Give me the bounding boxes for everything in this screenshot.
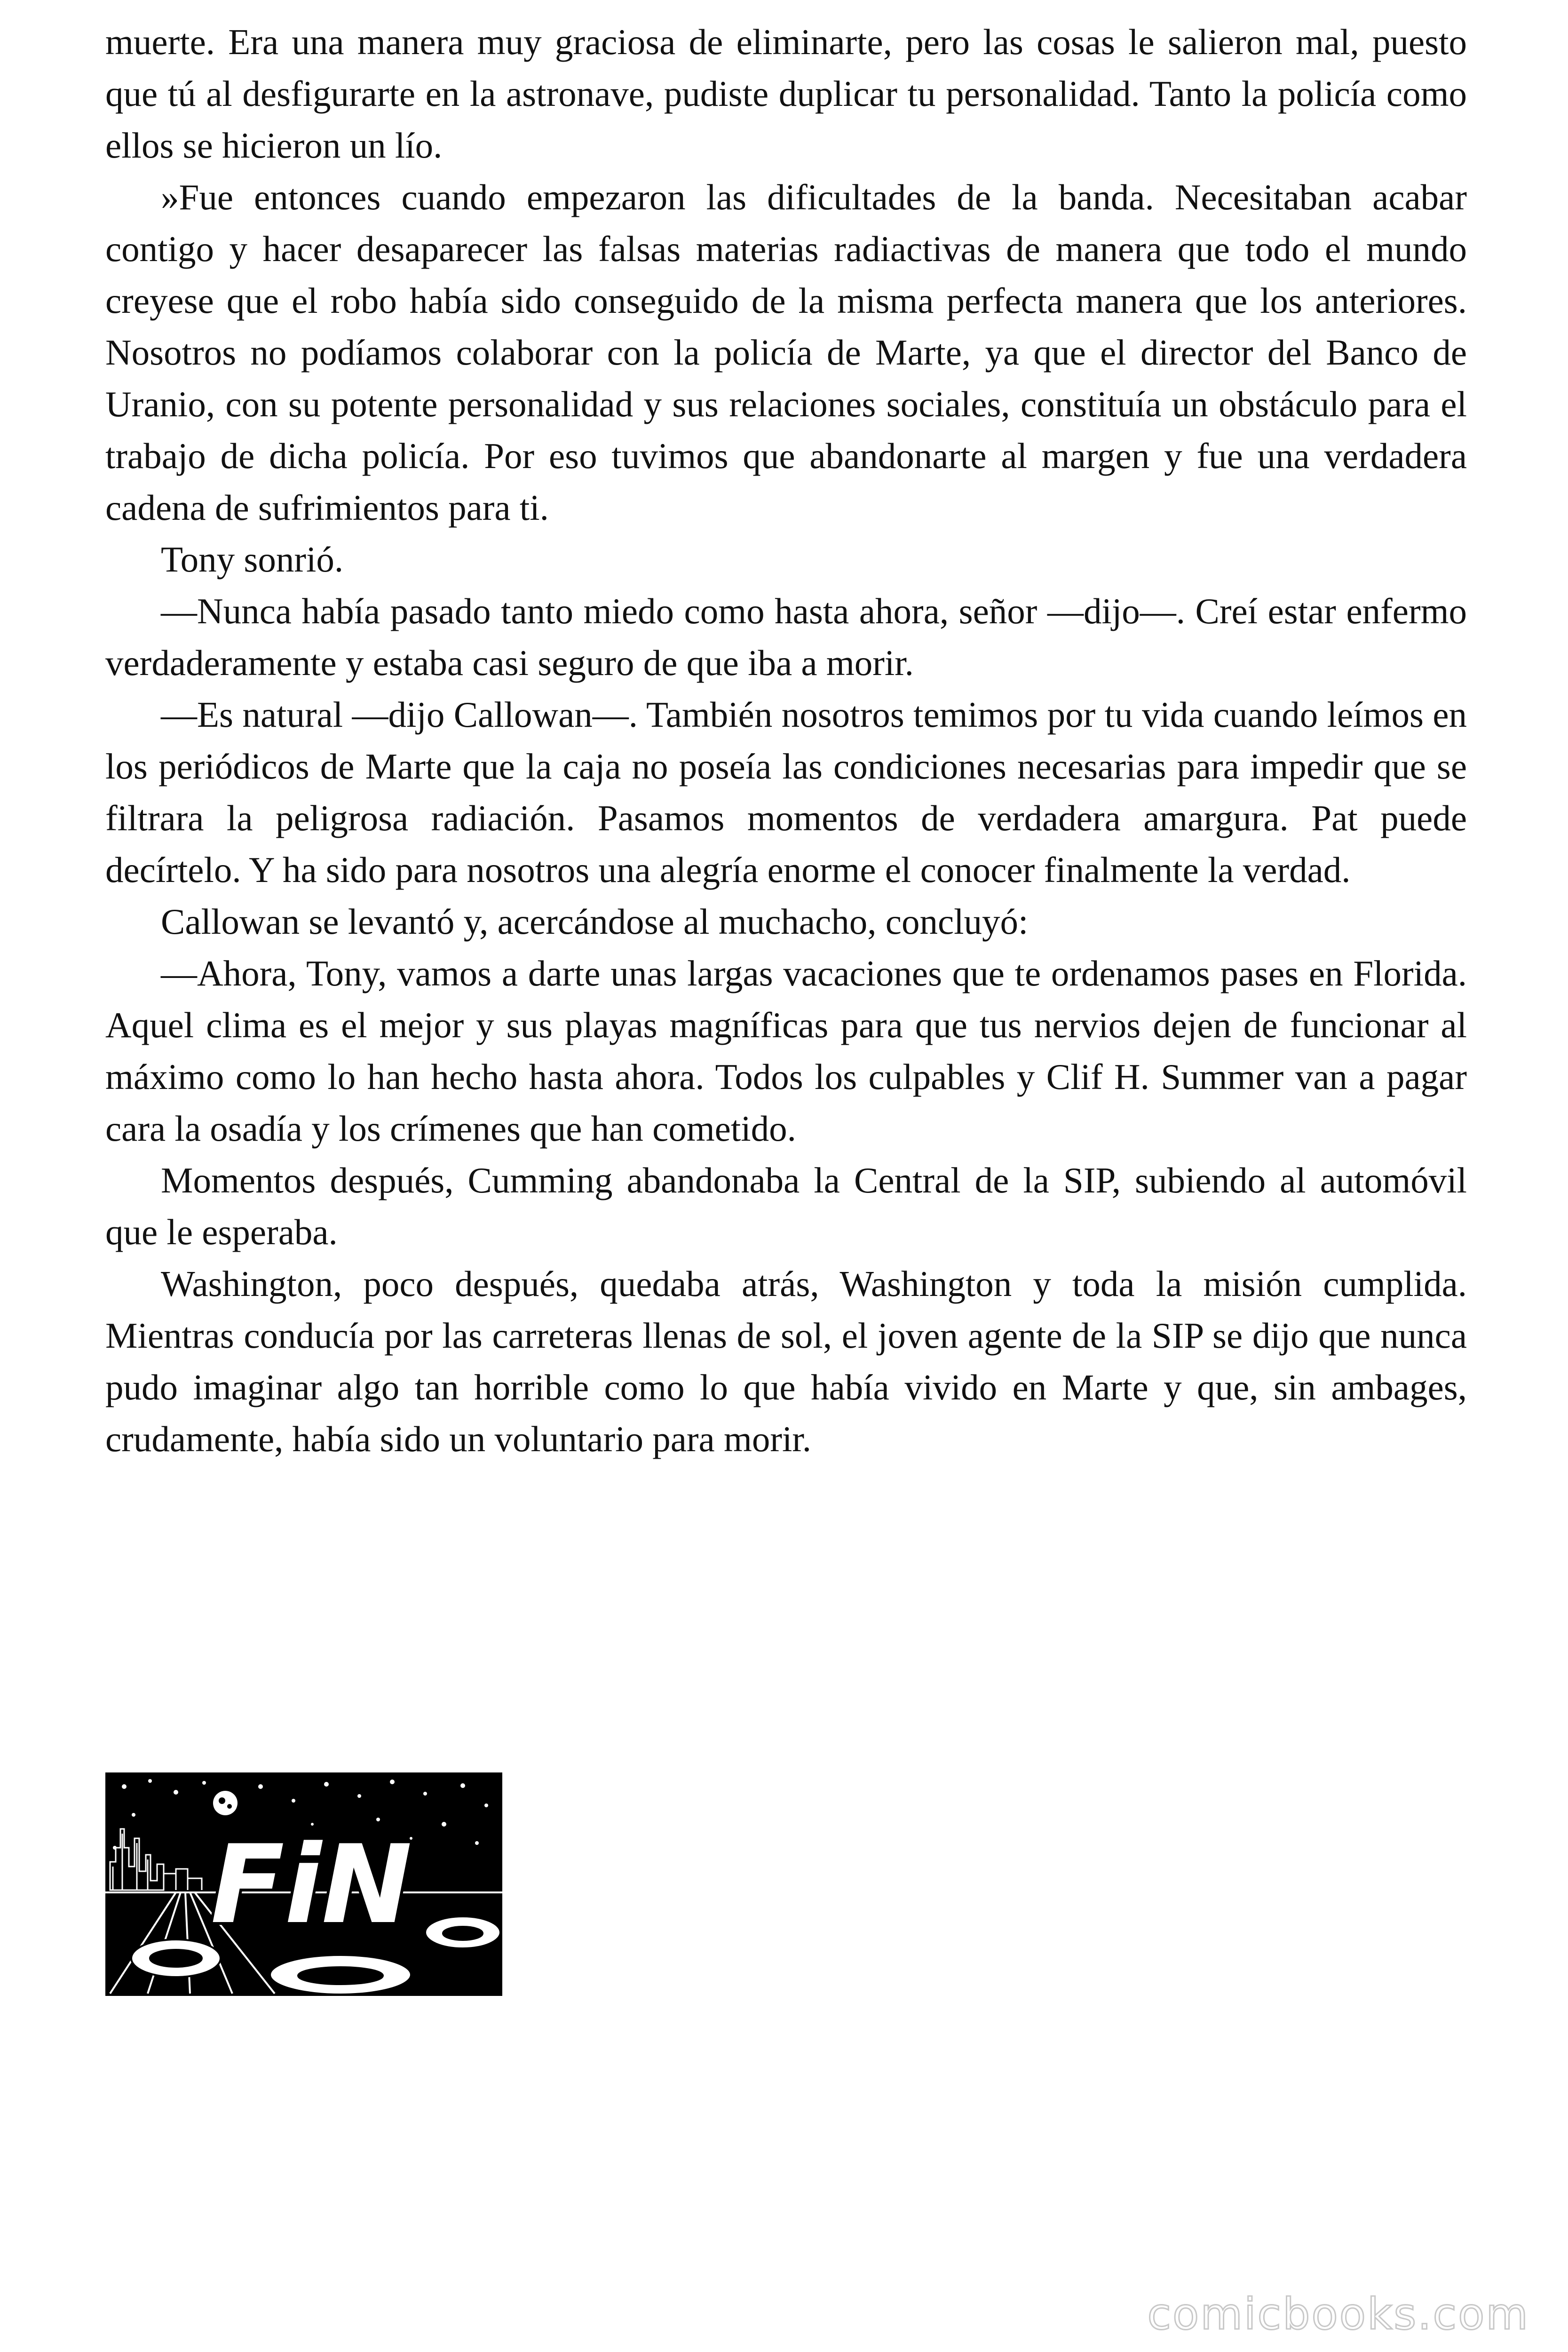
fin-artwork <box>105 1772 502 1996</box>
fin-lettering <box>211 1822 412 1948</box>
paragraph: Momentos después, Cumming abandonaba la Central de la SIP, subiendo al automóvil que le esperaba. <box>105 1160 1467 1252</box>
paragraph: muerte. Era una manera muy graciosa de eliminarte, pero las cosas le salieron mal, puesto que tú al desfigurarte en la astronave, pudiste duplicar tu personalidad. Tanto la policía como ellos se hicieron un lío. <box>105 22 1467 166</box>
fin-illustration <box>105 1772 502 1996</box>
paragraph: »Fue entonces cuando empezaron las dificultades de la banda. Necesitaban acabar contigo y hacer desaparecer las falsas materias radiactivas de manera que todo el mundo creyese que el robo había sido conseguido de la misma perfecta manera que los anteriores. Nosotros no podíamos colaborar con la policía de Marte, ya que el director del Banco de Uranio, con su potente personalidad y sus relaciones sociales, constituía un obstáculo para el trabajo de dicha policía. Por eso tuvimos que abandonarte al margen y fue una verdadera cadena de sufrimientos para ti. <box>105 177 1467 528</box>
paragraph: —Nunca había pasado tanto miedo como hasta ahora, señor —dijo—. Creí estar enfermo verdaderamente y estaba casi seguro de que iba a morir. <box>105 591 1467 683</box>
svg-text:FiN: FiN <box>210 1822 412 1948</box>
moon-icon <box>213 1791 238 1815</box>
paragraph: —Es natural —dijo Callowan—. También nosotros temimos por tu vida cuando leímos en los periódicos de Marte que la caja no poseía las condiciones necesarias para impedir que se filtrara la peligrosa radiación. Pasamos momentos de verdadera amargura. Pat puede decírtelo. Y ha sido para nosotros una alegría enorme el conocer finalmente la verdad. <box>105 694 1467 890</box>
paragraph: —Ahora, Tony, vamos a darte unas largas vacaciones que te ordenamos pases en Florida. Aquel clima es el mejor y sus playas magníficas para que tus nervios dejen de funcionar al máximo como lo han hecho hasta ahora. Todos los culpables y Clif H. Summer van a pagar cara la osadía y los crímenes que han cometido. <box>105 953 1467 1149</box>
paragraph: Tony sonrió. <box>161 539 344 580</box>
paragraph: Washington, poco después, quedaba atrás, Washington y toda la misión cumplida. Mientras conducía por las carreteras llenas de sol, el joven agente de la SIP se dijo que nunca pudo imaginar algo tan horrible como lo que había vivido en Marte y que, sin ambages, crudamente, había sido un voluntario para morir. <box>105 1263 1467 1459</box>
watermark: comicbooks.com <box>1147 2289 1529 2339</box>
page-body <box>105 16 1467 1465</box>
paragraph: Callowan se levantó y, acercándose al muchacho, concluyó: <box>161 901 1029 942</box>
